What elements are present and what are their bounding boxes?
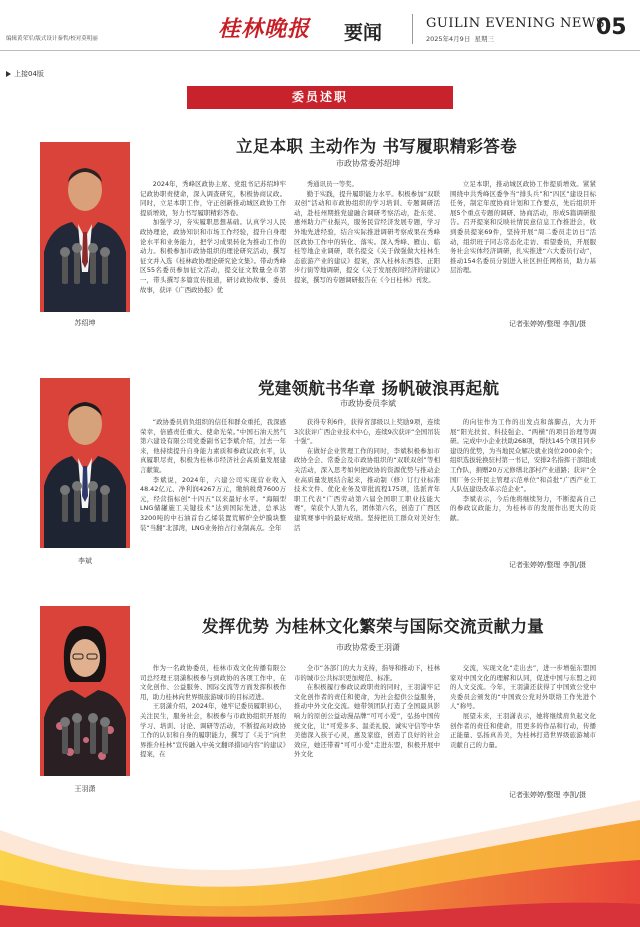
photo-caption-2: 李斌: [78, 557, 92, 565]
paragraph: 2024年，秀峰区政协主席、党组书记苏绍坤牢记政协职责使命，深入调查研究，积极协商议政。同时，立足本职工作，守正创新推动城区政协工作提质增效，努力书写履职精彩答卷。: [140, 180, 286, 217]
article-3-column-1: [140, 664, 286, 796]
continued-from-label: 上接04版: [14, 70, 44, 78]
column-banner: 委员述职: [187, 86, 453, 109]
article-credit-2: 记者张婷婷/整理 李凯/摄: [509, 561, 586, 569]
article-1-column-2: [294, 180, 440, 330]
paragraph: 李斌表示，今后他将继续努力，不断提高自己的参政议政能力，为桂林市的发展作出更大的贡献。: [450, 494, 596, 522]
article-2-column-1: [140, 418, 286, 570]
portrait-figure-icon: [40, 606, 130, 776]
page-number: 05: [596, 15, 627, 40]
paper-english-name: GUILIN EVENING NEWS: [426, 16, 606, 31]
paragraph: 在积极履行参政议政职责的同时，王羽潇牢记文化创作者的责任和使命，为社会提供公益服务，推动中外文化交流。她带领团队打造了全国最具影响力的原创公益动漫品牌“可可小爱”，弘扬中国传统文化，让“可爱多多、温柔礼貌、诚实守信等中华美德深入孩子心灵，惠及家庭，创造了良好的社会效应，她还带着“可可小爱”走进东盟，积极开展中外文化: [294, 683, 440, 759]
paragraph: 王羽潇介绍，2024年，她牢记委员履职初心，关注民生，服务社会，积极参与市政协组织开展的学习、培训、讨论、调研等活动，不断提高对政协工作的认识和自身的履职能力，撰写了《关于“向世界推介桂林”宣传融入中英文翻译措词内容”的建议》提案，在: [140, 702, 286, 759]
paragraph: 获得专利6件，获得省部级以上奖励9项，连续3次获评广西企业技术中心，连续9次获评“全国吊装十强”。: [294, 418, 440, 446]
article-1-column-3: [450, 180, 596, 312]
article-1-column-1: [140, 180, 286, 330]
portrait-figure-icon: [40, 142, 130, 312]
paragraph: 李斌说，2024年，六建公司实现营业收入48.42亿元、净利润4267万元，缴纳税费7600万元，经营指标创“十四五”以来最好水平。“海隔型LNG储罐施工关键技术”达到国际先进，总承达3200吨的中石油首台乙烯装置荒解炉全炉膜块整装“当翻”北部湾，LNG业务拍占行业制高点。全年: [140, 475, 286, 532]
paragraph: 作为一名政协委员，桂林市戏文化传播有限公司总经理王羽潇积极参与到政协的各项工作中，在文化创作、公益服务、国际交流等方面发挥积极作用，助力桂林向世界级旅游城市的目标迈进。: [140, 664, 286, 701]
article-credit-3: 记者张婷婷/整理 李凯/摄: [509, 791, 586, 799]
paragraph: 全市“各部门的大力支持，指导和推动下，桂林市的城市公共标识更加规范、标准。: [294, 664, 440, 682]
footer-wave-decoration: [0, 800, 640, 927]
photo-caption-1: 苏绍坤: [74, 319, 96, 327]
paragraph: 展望未来，王羽潇表示，她将继续肩负起文化创作者的责任和使命，用更多的作品和行动，传播正能量、弘扬真善美，为桂林打造世界级旅游城市贡献自己的力量。: [450, 711, 596, 749]
article-2-column-3: [450, 418, 596, 558]
article-byline-1: 市政协常委苏绍坤: [336, 159, 400, 168]
editor-credits: 编辑黄荣军/版式设计秦哲/校对莫明丽: [6, 36, 98, 42]
issue-date-line: [426, 34, 494, 43]
triangle-right-icon: [6, 71, 11, 77]
paragraph: 秀通讯员一等奖。: [306, 180, 358, 188]
article-headline-2: 党建领航书华章 扬帆破浪再起航: [258, 379, 500, 398]
paragraph: 交流，实现文化“走出去”，进一步增强东盟国家对中国文化的理解和认同，促进中国与东盟之间的人文交流。今年，王羽潇还获得了中国致公党中央委员会颁发的“中国致公党对外联络工作先进个人”称号。: [450, 664, 596, 711]
article-headline-1: 立足本职 主动作为 书写履职精彩答卷: [236, 137, 517, 156]
paragraph: 在做好企业管理工作的同时，李斌积极参加市政协全会、常委会及市政协组织的“双联双创”等相关活动，深入思考如何把政协的资源优势与推动企业高质量发展结合起来，推动制（修）订行业标准技术文件、优化业务及审批流程175项，选派青年职工代表“广西劳动第六届全国职工职业技能大赛”，荣获个人第九名，团体第六名，创造了广西区建筑赛事中的最好成绩。坚持把员工群众对美好生活: [294, 446, 440, 532]
continued-from-link[interactable]: [6, 69, 44, 79]
section-title: 要闻: [344, 22, 383, 44]
portrait-figure-icon: [40, 378, 130, 548]
photo-caption-3: 王羽潇: [74, 785, 96, 793]
paragraph: 立足本职，推动城区政协工作提质增效。紧紧围绕中共秀峰区委争当“排头兵”和“四区”建设目标任务，制定年度协商计划和工作要点，先后组织开展5个重点专题的调研、协商活动，形成5篇调研报告。召开提案和反映社情民意信息工作推进会，收到委员提案69件，坚持开展“周二委员走访日”活动，组织班子同志常态化走访、看望委员，开展服务社会实体经济调研，扎实推进“六大委员行动”，推动154名委员分别进入社区担任网格员，助力基层治理。: [450, 180, 596, 275]
paragraph: “政协委员肩负组织的信任和群众重托，我深感荣幸，倍感责任重大、使命光荣。”中国石油天然气第六建设有限公司党委副书记李斌介绍，过去一年来，他持续提升自身能力素质和参政议政水平，认真履职尽责，积极为桂林市经济社会高质量发展建言献策。: [140, 418, 286, 474]
paragraph: 勤于实践，提升履职能力水平。积极参加“双联双创”活动和市政协组织的学习培训、专题调研活动，赴桂州期推党建融合调研考察活动，赴东莞、惠州助力产业振兴，服务民营经济发展专题，学习外地先进经验，结合实际推进调研考察成果在秀峰区政协工作中的转化、落实。深入秀峰、雁山、临桂等地企业调研，联名提交《关于做强做大桂林生态旅游产业的建议》提案，深入桂林东西巷、正阳步行街等地调研，提交《关于发展夜间经济的建议》提案，撰写的专题调研报告在《今日桂林》刊发。: [294, 189, 440, 284]
article-byline-3: 市政协常委王羽潇: [336, 643, 400, 652]
portrait-photo-1: [40, 142, 130, 312]
masthead-logo: 桂林晚报: [218, 16, 311, 42]
issue-date: 2025年4月9日: [426, 35, 471, 43]
article-3-column-2: [294, 664, 440, 796]
portrait-photo-2: [40, 378, 130, 548]
article-3-column-3: [450, 664, 596, 786]
article-2-column-2: [294, 418, 440, 570]
article-credit-1: 记者张婷婷/整理 李凯/摄: [509, 320, 586, 328]
issue-weekday: 星期三: [474, 35, 494, 43]
header-rule: [0, 50, 640, 51]
portrait-photo-3: [40, 606, 130, 776]
paragraph: 加强学习，夯实履职思想基础。认真学习人民政协理论，政协知识和市场工作经验，提升自身理论水平和业务能力，把学习成果转化为推动工作的动力。积极参加市政协组织的理论研究活动，撰写征文并入选《桂林政协理论研究论文集》。带动秀峰区55名委员参加征文活动，提交征文数量全市第一，带头撰写多篇宣传报道，研讨政协故事、委员故事，获评《广西政协报》优: [140, 218, 286, 294]
paragraph: 的向往作为工作的出发点和落脚点，大力开展“阳光扶贫、科技强企、“两横”的项目治理等调研。完成中小企业扶助268项，帮扶145个项目同步建设的优势，为当地民众解决就业岗位2000余个；组织选拔轮换驻村第一书记，安排2名指挥干部组成工作队，捐赠20万元修缮北部村产业道路；获评“全国厂务公开民主管理示范单位”和首批“广西产业工人队伍建设改革示范企业”。: [450, 418, 596, 494]
article-headline-3: 发挥优势 为桂林文化繁荣与国际交流贡献力量: [202, 617, 545, 636]
article-byline-2: 市政协委员李斌: [340, 399, 396, 408]
header-divider: [412, 14, 413, 44]
